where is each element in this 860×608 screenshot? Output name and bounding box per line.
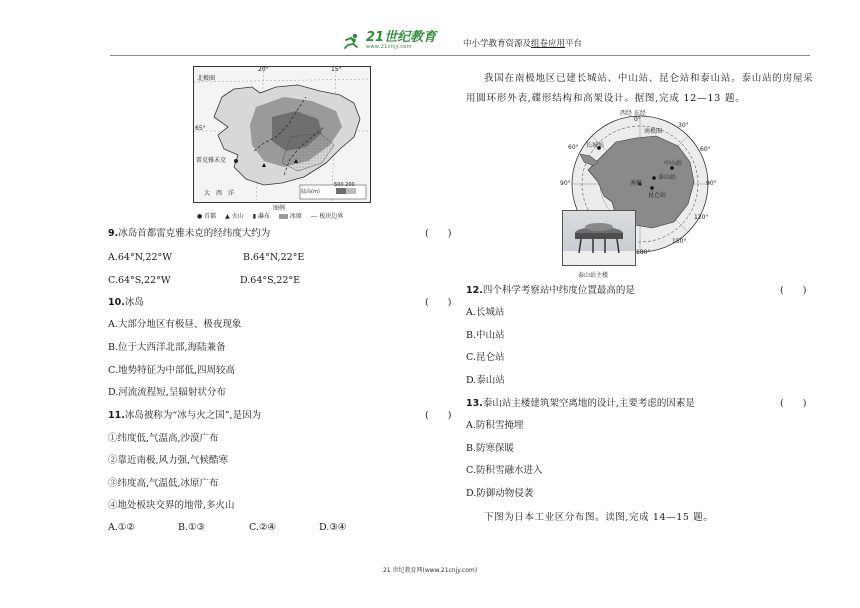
lat-65-label: 65° bbox=[195, 125, 206, 132]
question-11-answer-blank[interactable]: ( ) bbox=[425, 410, 452, 421]
site-logo bbox=[342, 32, 436, 50]
iceland-legend bbox=[197, 211, 343, 220]
ocean-label: 大 西 洋 bbox=[204, 190, 235, 197]
zhongshan-label: 中山站 bbox=[664, 160, 683, 167]
question-9-option-d: D.64°S,22°E bbox=[240, 275, 301, 286]
question-12-stem: 12.四个科学考察站中纬度位置最高的是 bbox=[466, 285, 635, 296]
legend-title: 图例 bbox=[273, 205, 286, 212]
photo-caption: 泰山站主楼 bbox=[578, 272, 609, 279]
question-9-option-c: C.64°S,22°W bbox=[108, 275, 171, 286]
question-11-choice-a: A.①② bbox=[108, 522, 135, 533]
legend-waterfall: ▮ 瀑布 bbox=[252, 213, 270, 220]
question-9-answer-blank[interactable]: ( ) bbox=[425, 228, 452, 239]
question-12-option-c: C.昆仑站 bbox=[466, 352, 505, 363]
changcheng-label: 长城站 bbox=[586, 142, 605, 149]
question-12-option-d: D.泰山站 bbox=[466, 375, 505, 386]
question-10-option-b: B.位于大西洋北部,海陆兼备 bbox=[108, 342, 226, 353]
question-10-option-c: C.地势特征为中部低,四周较高 bbox=[108, 365, 235, 376]
question-10-answer-blank[interactable]: ( ) bbox=[425, 297, 452, 308]
question-12-answer-blank[interactable]: ( ) bbox=[780, 285, 807, 296]
header-divider bbox=[110, 55, 810, 56]
lon-0-label: 0° bbox=[634, 116, 641, 123]
legend-ice: 冰原 bbox=[279, 211, 302, 220]
kunlun-label: 昆仑站 bbox=[648, 192, 667, 199]
taishan-label: 泰山站 bbox=[658, 174, 677, 181]
question-9-option-a: A.64°N,22°W bbox=[108, 252, 173, 263]
scale-unit-label: 陆高(m) bbox=[301, 189, 320, 195]
lon-90w-label: 90° bbox=[560, 180, 571, 187]
intro-line-1: 我国在南极地区已建长城站、中山站、昆仑站和泰山站。泰山站的房屋采 bbox=[484, 73, 814, 84]
capital-marker bbox=[234, 159, 238, 163]
capital-label: 雷克雅未克 bbox=[196, 157, 227, 164]
slogan-link[interactable]: 组卷应用 bbox=[531, 39, 566, 49]
lon-120-label: 120° bbox=[694, 214, 709, 221]
lon-20-label: 20° bbox=[258, 66, 269, 73]
lon-60e-label: 60° bbox=[700, 146, 711, 153]
question-13-option-a: A.防积雪掩埋 bbox=[466, 420, 524, 431]
lon-60w-label: 60° bbox=[568, 144, 579, 151]
question-10-stem: 10.冰岛 bbox=[108, 297, 144, 308]
question-11-choice-d: D.③④ bbox=[319, 522, 347, 533]
question-9-option-b: B.64°N,22°E bbox=[243, 252, 305, 263]
logo-main-text: 21世纪教育 bbox=[366, 30, 437, 45]
question-11-statement-3: ③纬度高,气温低,冰原广布 bbox=[108, 478, 219, 489]
question-13-stem: 13.泰山站主楼建筑架空离地的设计,主要考虑的因素是 bbox=[466, 398, 695, 409]
question-13-option-b: B.防寒保暖 bbox=[466, 443, 515, 454]
question-11-stem: 11.冰岛被称为“冰与火之国”,是因为 bbox=[108, 410, 262, 421]
arctic-circle-label: 北极圈 bbox=[197, 75, 216, 82]
question-11-statement-1: ①纬度低,气温高,沙漠广布 bbox=[108, 433, 219, 444]
page-footer: 21 世纪教育网(www.21cnjy.com) bbox=[382, 567, 478, 574]
logo-sub-text: www.21cnjy.com bbox=[366, 44, 412, 50]
south-pole-label: 南极 bbox=[630, 180, 643, 187]
taishan-building-photo bbox=[562, 210, 636, 266]
scale-values-label: 500 200 bbox=[334, 182, 355, 188]
question-10-option-d: D.河流流程短,呈辐射状分布 bbox=[108, 387, 226, 398]
question-13-option-c: C.防积雪融水进入 bbox=[466, 465, 543, 476]
question-11-statement-2: ②靠近南极,风力强,气候酷寒 bbox=[108, 455, 229, 466]
next-section-intro: 下图为日本工业区分布图。读图,完成 14—15 题。 bbox=[484, 512, 714, 523]
lon-90e-label: 90° bbox=[706, 180, 717, 187]
question-11-choice-c: C.②④ bbox=[249, 522, 276, 533]
header-slogan: 中小学教育资源及组卷应用平台 bbox=[463, 39, 583, 49]
legend-boundary: --- 板块边界 bbox=[310, 213, 344, 220]
intro-line-2: 用圆环形外表,碟形结构和高架设计。据图,完成 12—13 题。 bbox=[466, 93, 746, 104]
question-12-option-b: B.中山站 bbox=[466, 330, 505, 341]
question-11-choice-b: B.①③ bbox=[178, 522, 206, 533]
question-11-statement-4: ④地处板块交界的地带,多火山 bbox=[108, 500, 235, 511]
question-13-option-d: D.防御动物侵袭 bbox=[466, 488, 534, 499]
lon-30-label: 30° bbox=[678, 122, 689, 129]
lon-180-label: 180° bbox=[636, 249, 651, 256]
taishan-marker bbox=[652, 176, 656, 180]
runner-logo-icon bbox=[342, 33, 362, 49]
question-12-option-a: A.长城站 bbox=[466, 307, 505, 318]
question-10-option-a: A.大部分地区有极昼、极夜现象 bbox=[108, 319, 242, 330]
question-9-stem: 9.冰岛首都雷克雅未克的经纬度大约为 bbox=[108, 228, 271, 239]
legend-volcano: ▲ 火山 bbox=[225, 213, 244, 220]
iceland-map bbox=[193, 66, 371, 203]
lon-150-label: 150° bbox=[672, 238, 687, 245]
question-13-answer-blank[interactable]: ( ) bbox=[780, 398, 807, 409]
lon-15-label: 15° bbox=[331, 66, 342, 73]
antarctic-circle-label: 南极圈 bbox=[644, 128, 663, 135]
legend-capital: ● 首都 bbox=[197, 213, 217, 220]
hemisphere-label: 西经 东经 bbox=[620, 110, 646, 117]
